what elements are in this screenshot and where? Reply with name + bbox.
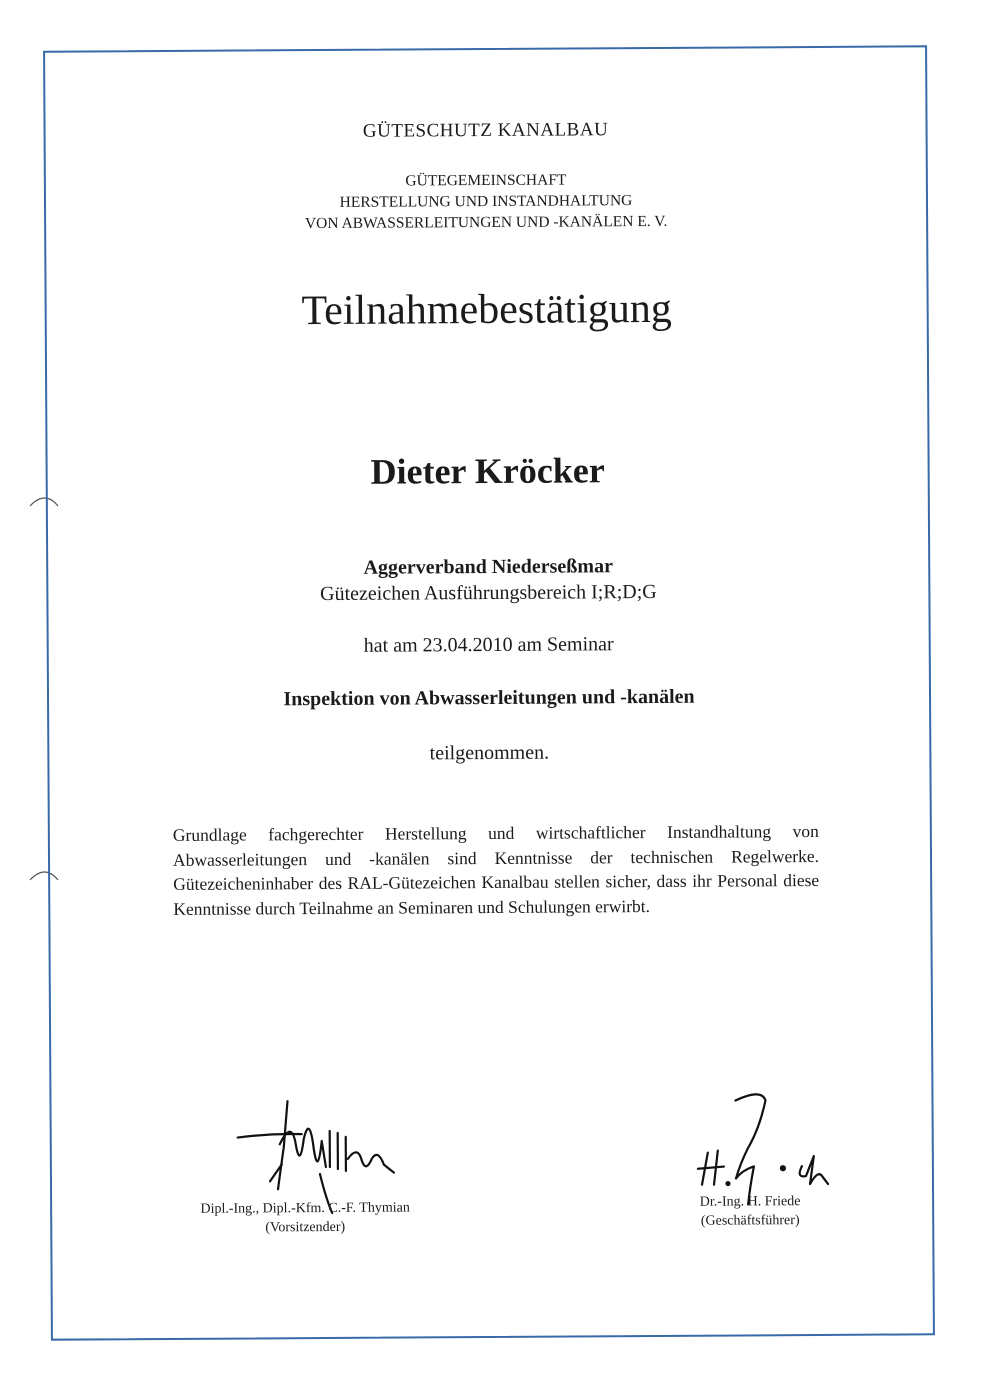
signer-role: (Geschäftsführer) (700, 1213, 800, 1229)
association-line: VON ABWASSERLEITUNGEN UND -KANÄLEN E. V. (304, 212, 668, 233)
document-title: Teilnahmebestätigung (301, 285, 672, 335)
certificate-content (43, 45, 935, 1340)
association-line: GÜTEGEMEINSCHAFT (405, 171, 567, 190)
signer-name: Dr.-Ing. H. Friede (699, 1194, 801, 1210)
signer-name: Dipl.-Ing., Dipl.-Kfm. C.-F. Thymian (200, 1200, 410, 1217)
company-name: Aggerverband Niederseßmar (363, 555, 613, 579)
organization-name: GÜTESCHUTZ KANALBAU (362, 119, 609, 142)
date-line: hat am 23.04.2010 am Seminar (363, 633, 614, 657)
signature-block-chairman (179, 1088, 430, 1240)
signer-role: (Vorsitzender) (265, 1219, 346, 1236)
explanatory-paragraph: Grundlage fachgerechter Herstellung und wirtschaftlicher Instandhaltung von Abwasserleitungen und -kanälen sind Kenntnisse der technischen Regelwerke. Gütezeicheninhaber des RAL-Gütezeichen Kanalbau stellen sicher, dass ihr Personal diese Kenntnisse durch Teilnahme an Seminaren und Schulungen erwirbt. (172, 820, 820, 919)
association-line: HERSTELLUNG UND INSTANDHALTUNG (339, 192, 633, 211)
quality-scope: Gütezeichen Ausführungsbereich I;R;D;G (320, 580, 657, 606)
seminar-title: Inspektion von Abwasserleitungen und -kanälen (283, 685, 695, 711)
participation-statement: teilgenommen. (429, 741, 550, 765)
participant-name: Dieter Kröcker (370, 450, 605, 492)
signature-block-managing-director (649, 1086, 850, 1237)
association-name (44, 167, 928, 235)
